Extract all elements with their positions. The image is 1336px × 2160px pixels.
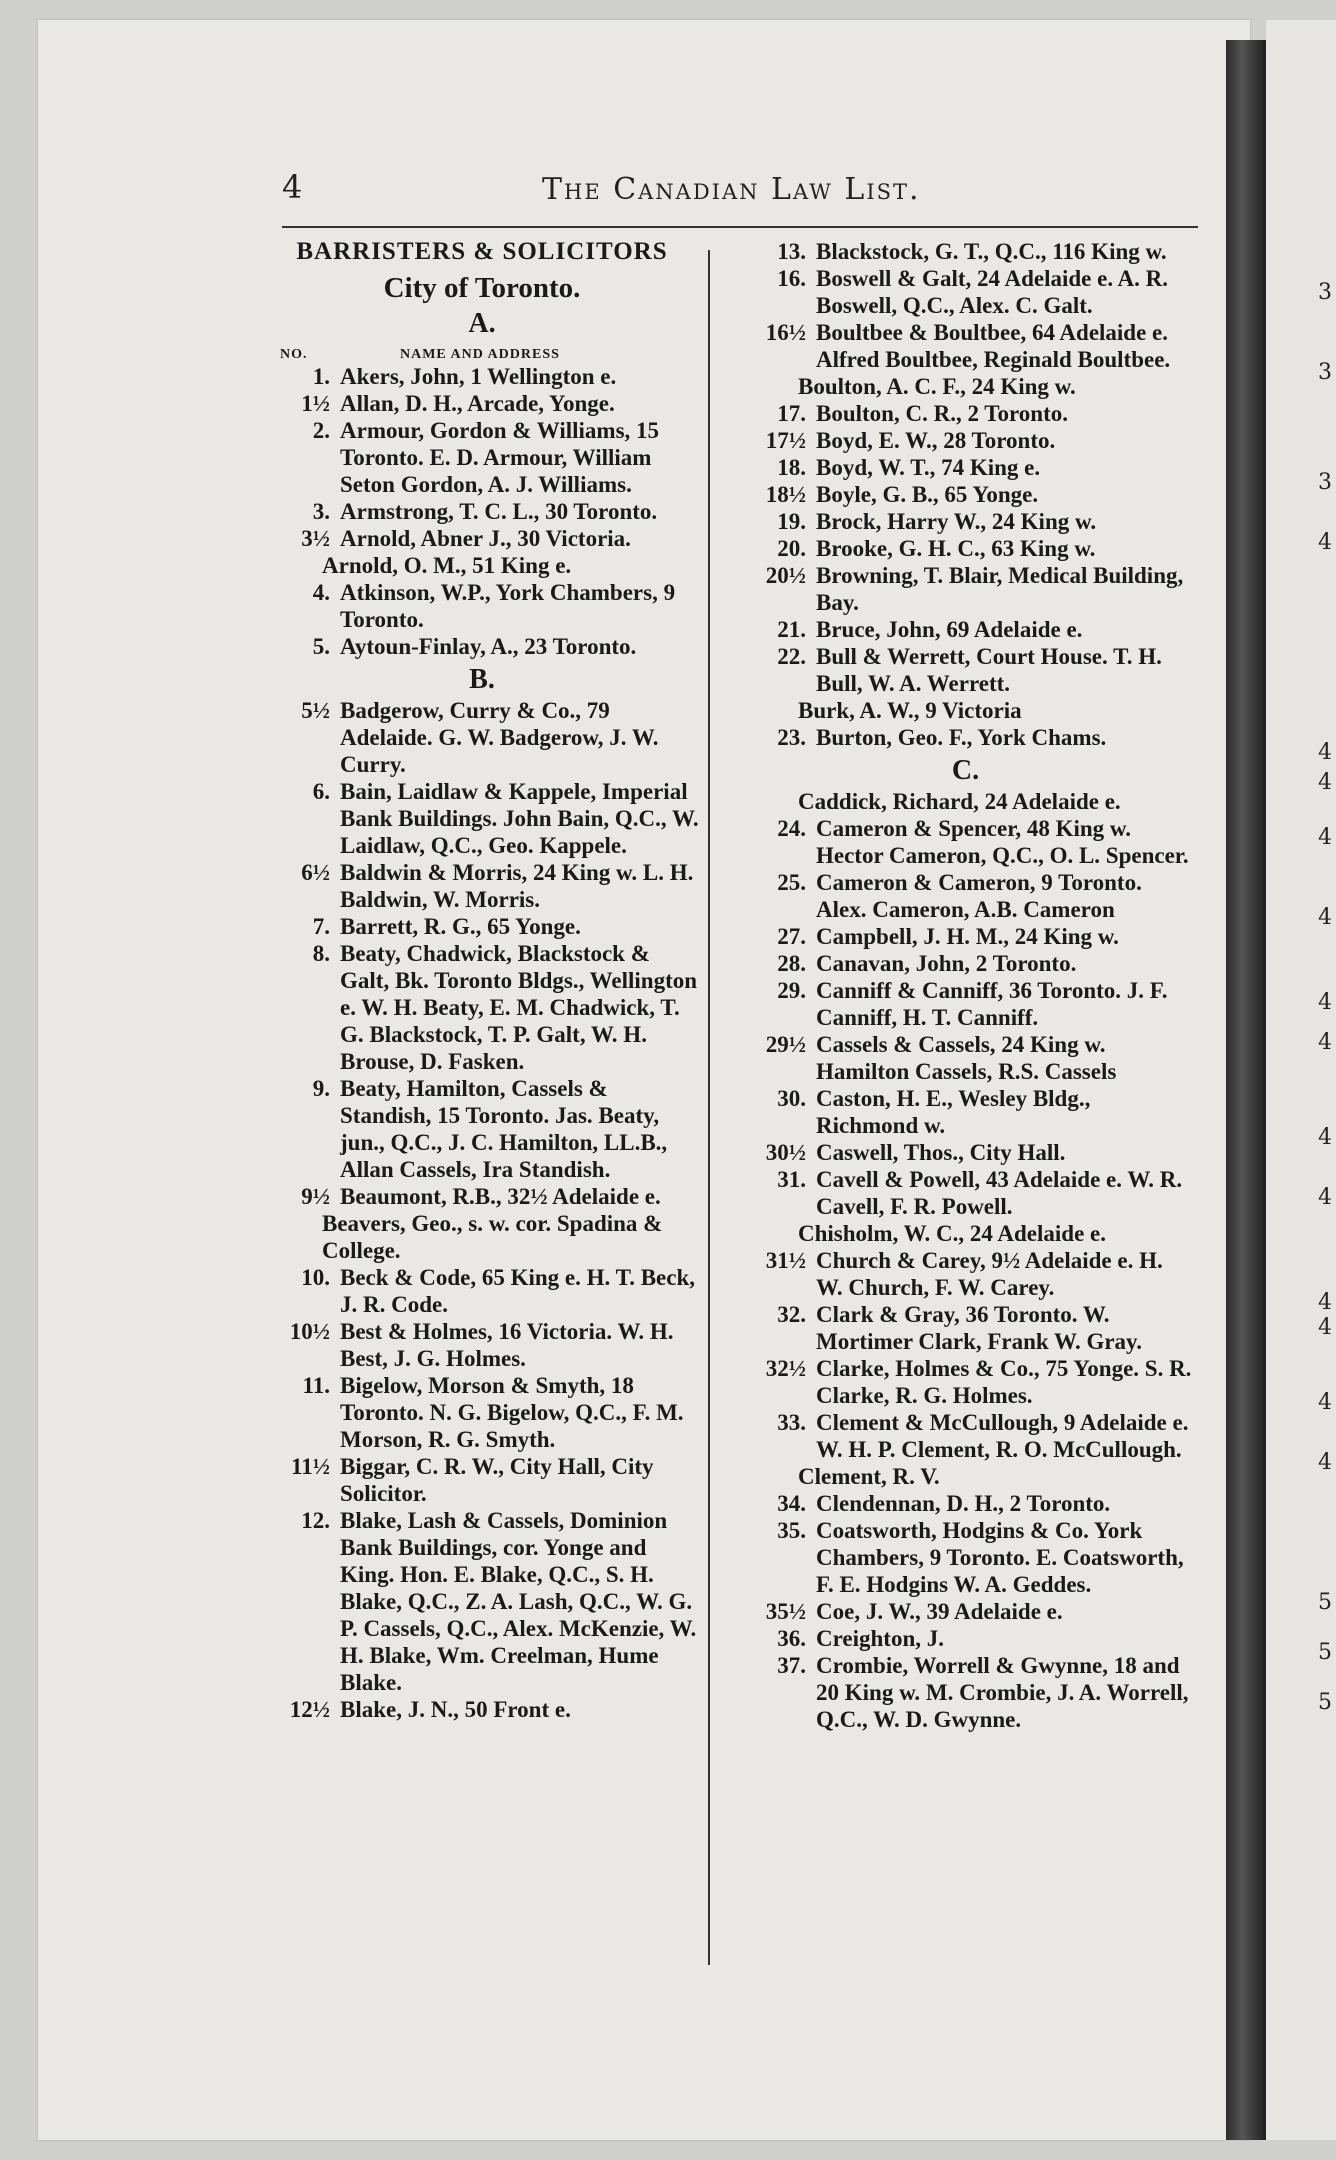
entry-text: Beaty, Chadwick, Blackstock & Galt, Bk. Toronto Bldgs., Wellington e. W. H. Beaty, E. M. Chadwick, T. G. Blackstock, T. P. Galt, W. H. Brouse, D. Fasken.	[340, 941, 698, 1074]
entry-text: Browning, T. Blair, Medical Building, Bay.	[816, 563, 1184, 615]
entry-number: 22.	[777, 644, 806, 669]
entry-number: 36.	[777, 1626, 806, 1651]
entry-text: Bain, Laidlaw & Kappele, Imperial Bank Buildings. John Bain, Q.C., W. Laidlaw, Q.C., Geo. Kappele.	[340, 779, 699, 858]
entry-number: 16½	[765, 320, 806, 345]
directory-entry	[262, 525, 702, 552]
entry-text: Clement, R. V.	[798, 1464, 940, 1489]
directory-entry	[738, 724, 1193, 751]
directory-entry	[738, 1463, 1193, 1490]
entry-number: 11.	[302, 1373, 330, 1398]
entry-number: 19.	[777, 509, 806, 534]
entry-text: Crombie, Worrell & Gwynne, 18 and 20 King w. M. Crombie, J. A. Worrell, Q.C., W. D. Gwynne.	[816, 1653, 1189, 1732]
entry-text: Akers, John, 1 Wellington e.	[340, 364, 617, 389]
entry-text: Burk, A. W., 9 Victoria	[798, 698, 1022, 723]
directory-entry	[262, 859, 702, 913]
facing-page-number: 4	[1318, 530, 1332, 555]
entry-number: 4.	[312, 580, 330, 605]
directory-entry	[738, 454, 1193, 481]
entry-text: Biggar, C. R. W., City Hall, City Solicitor.	[340, 1454, 654, 1506]
entry-text: Arnold, O. M., 51 King e.	[322, 553, 572, 578]
directory-entry	[262, 363, 702, 390]
entry-number: 2.	[312, 418, 330, 443]
entry-number: 23.	[777, 725, 806, 750]
entry-number: 18½	[765, 482, 806, 507]
directory-entry	[262, 1318, 702, 1372]
entry-number: 11½	[291, 1454, 330, 1479]
entry-number: 35½	[765, 1599, 806, 1624]
directory-entry	[738, 1517, 1193, 1598]
entry-text: Caswell, Thos., City Hall.	[816, 1140, 1066, 1165]
entry-number: 21.	[777, 617, 806, 642]
directory-entry	[738, 950, 1193, 977]
entry-text: Canavan, John, 2 Toronto.	[816, 951, 1077, 976]
entry-text: Bull & Werrett, Court House. T. H. Bull, W. A. Werrett.	[816, 644, 1162, 696]
directory-entry	[738, 562, 1193, 616]
right-entries	[738, 238, 1193, 1733]
entry-number: 20½	[765, 563, 806, 588]
column-divider	[708, 250, 710, 1965]
entry-text: Armour, Gordon & Williams, 15 Toronto. E. D. Armour, William Seton Gordon, A. J. Williams.	[340, 418, 660, 497]
entry-text: Beaumont, R.B., 32½ Adelaide e.	[340, 1184, 661, 1209]
directory-entry	[262, 1183, 702, 1210]
entry-text: Boyd, W. T., 74 King e.	[816, 455, 1041, 480]
facing-page-number: 5	[1318, 1640, 1332, 1665]
city-heading: City of Toronto.	[383, 272, 581, 304]
directory-entry	[738, 923, 1193, 950]
entry-number: 29½	[765, 1032, 806, 1057]
entry-number: 8.	[312, 941, 330, 966]
entry-text: Aytoun-Finlay, A., 23 Toronto.	[340, 634, 637, 659]
directory-entry	[738, 1625, 1193, 1652]
entry-text: Clement & McCullough, 9 Adelaide e. W. H. P. Clement, R. O. McCullough.	[816, 1410, 1189, 1462]
entry-text: Caston, H. E., Wesley Bldg., Richmond w.	[816, 1086, 1091, 1138]
entry-text: Beaty, Hamilton, Cassels & Standish, 15 Toronto. Jas. Beaty, jun., Q.C., J. C. Hamilton, LL.B., Allan Cassels, Ira Standish.	[340, 1076, 668, 1182]
entry-text: Armstrong, T. C. L., 30 Toronto.	[340, 499, 658, 524]
directory-entry	[738, 643, 1193, 697]
entry-number: 6.	[312, 779, 330, 804]
entry-text: Brooke, G. H. C., 63 King w.	[816, 536, 1096, 561]
entry-text: Cameron & Spencer, 48 King w. Hector Cameron, Q.C., O. L. Spencer.	[816, 816, 1189, 868]
entry-number: 5½	[301, 698, 330, 723]
entry-number: 5.	[312, 634, 330, 659]
header-rule	[282, 226, 1198, 228]
section-heading: BARRISTERS & SOLICITORS	[296, 238, 668, 265]
entry-text: Coe, J. W., 39 Adelaide e.	[816, 1599, 1063, 1624]
entry-number: 35.	[777, 1518, 806, 1543]
directory-entry	[738, 1139, 1193, 1166]
entry-number: 7.	[312, 914, 330, 939]
left-entries	[262, 310, 702, 1723]
directory-entry	[738, 1247, 1193, 1301]
entry-number: 3½	[301, 526, 330, 551]
entry-number: 27.	[777, 924, 806, 949]
directory-entry	[262, 390, 702, 417]
directory-entry	[262, 1372, 702, 1453]
entry-text: Caddick, Richard, 24 Adelaide e.	[798, 789, 1121, 814]
directory-entry	[738, 1490, 1193, 1517]
entry-text: Boulton, A. C. F., 24 King w.	[798, 374, 1076, 399]
entry-text: Cameron & Cameron, 9 Toronto. Alex. Cameron, A.B. Cameron	[816, 870, 1142, 922]
directory-entry	[738, 319, 1193, 373]
directory-entry	[262, 1264, 702, 1318]
facing-page-number: 4	[1318, 1390, 1332, 1415]
facing-page-number: 3	[1318, 470, 1332, 495]
directory-entry	[738, 1355, 1193, 1409]
column-header	[262, 341, 702, 361]
left-column	[262, 238, 702, 1723]
entry-text: Atkinson, W.P., York Chambers, 9 Toronto.	[340, 580, 676, 632]
entry-text: Beck & Code, 65 King e. H. T. Beck, J. R. Code.	[340, 1265, 696, 1317]
directory-entry	[262, 1453, 702, 1507]
page-title: The Canadian Law List.	[542, 172, 921, 207]
running-head	[282, 168, 1198, 228]
entry-number: 31.	[777, 1167, 806, 1192]
entry-number: 10.	[301, 1265, 330, 1290]
facing-page-edge	[1266, 20, 1336, 2140]
directory-entry	[738, 535, 1193, 562]
facing-page-number: 4	[1318, 1030, 1332, 1055]
entry-number: 10½	[289, 1319, 330, 1344]
entry-text: Boultbee & Boultbee, 64 Adelaide e. Alfred Boultbee, Reginald Boultbee.	[816, 320, 1171, 372]
entry-text: Brock, Harry W., 24 King w.	[816, 509, 1097, 534]
entry-text: Boswell & Galt, 24 Adelaide e. A. R. Boswell, Q.C., Alex. C. Galt.	[816, 266, 1169, 318]
directory-entry	[738, 427, 1193, 454]
directory-entry	[262, 417, 702, 498]
directory-entry	[738, 238, 1193, 265]
facing-page-number: 4	[1318, 740, 1332, 765]
book-gutter	[1226, 40, 1266, 2140]
facing-page-number: 4	[1318, 1290, 1332, 1315]
entry-text: Chisholm, W. C., 24 Adelaide e.	[798, 1221, 1106, 1246]
directory-entry	[262, 498, 702, 525]
entry-number: 25.	[777, 870, 806, 895]
directory-entry	[738, 1031, 1193, 1085]
directory-entry	[262, 697, 702, 778]
directory-entry	[738, 869, 1193, 923]
entry-number: 1½	[301, 391, 330, 416]
entry-text: Cavell & Powell, 43 Adelaide e. W. R. Cavell, F. R. Powell.	[816, 1167, 1183, 1219]
number-column-label: NO.	[280, 347, 308, 362]
entry-number: 18.	[777, 455, 806, 480]
entry-number: 12½	[289, 1697, 330, 1722]
entry-text: Beavers, Geo., s. w. cor. Spadina & College.	[322, 1211, 663, 1263]
entry-number: 12.	[301, 1508, 330, 1533]
directory-entry	[738, 1166, 1193, 1220]
entry-text: Blackstock, G. T., Q.C., 116 King w.	[816, 239, 1167, 264]
directory-entry	[738, 400, 1193, 427]
page-number: 4	[282, 168, 303, 206]
directory-entry	[738, 1409, 1193, 1463]
entry-number: 32½	[765, 1356, 806, 1381]
directory-entry	[738, 1301, 1193, 1355]
directory-entry	[738, 508, 1193, 535]
letter-heading: B.	[469, 664, 495, 695]
entry-number: 32.	[777, 1302, 806, 1327]
name-column-label: NAME AND ADDRESS	[400, 347, 560, 362]
directory-entry	[738, 977, 1193, 1031]
entry-number: 1.	[312, 364, 330, 389]
entry-text: Burton, Geo. F., York Chams.	[816, 725, 1107, 750]
entry-number: 31½	[765, 1248, 806, 1273]
directory-entry	[738, 1220, 1193, 1247]
facing-page-number: 5	[1318, 1690, 1332, 1715]
entry-number: 13.	[777, 239, 806, 264]
entry-number: 33.	[777, 1410, 806, 1435]
facing-page-number: 3	[1318, 360, 1332, 385]
entry-number: 30.	[777, 1086, 806, 1111]
entry-number: 34.	[777, 1491, 806, 1516]
directory-entry	[262, 940, 702, 1075]
entry-text: Church & Carey, 9½ Adelaide e. H. W. Church, F. W. Carey.	[816, 1248, 1163, 1300]
directory-entry	[738, 1598, 1193, 1625]
entry-number: 20.	[777, 536, 806, 561]
entry-text: Clendennan, D. H., 2 Toronto.	[816, 1491, 1111, 1516]
entry-text: Clark & Gray, 36 Toronto. W. Mortimer Clark, Frank W. Gray.	[816, 1302, 1143, 1354]
entry-number: 9.	[312, 1076, 330, 1101]
entry-number: 16.	[777, 266, 806, 291]
directory-entry	[262, 1696, 702, 1723]
directory-entry	[738, 1085, 1193, 1139]
directory-entry	[738, 815, 1193, 869]
directory-entry	[262, 1507, 702, 1696]
entry-text: Boyd, E. W., 28 Toronto.	[816, 428, 1056, 453]
directory-entry	[738, 1652, 1193, 1733]
entry-number: 9½	[301, 1184, 330, 1209]
entry-text: Barrett, R. G., 65 Yonge.	[340, 914, 581, 939]
entry-number: 17.	[777, 401, 806, 426]
entry-text: Best & Holmes, 16 Victoria. W. H. Best, J. G. Holmes.	[340, 1319, 674, 1371]
entry-text: Baldwin & Morris, 24 King w. L. H. Baldwin, W. Morris.	[340, 860, 694, 912]
entry-number: 24.	[777, 816, 806, 841]
letter-heading: A.	[468, 308, 496, 339]
facing-page-number: 3	[1318, 280, 1332, 305]
entry-text: Badgerow, Curry & Co., 79 Adelaide. G. W. Badgerow, J. W. Curry.	[340, 698, 659, 777]
directory-entry	[262, 1075, 702, 1183]
directory-entry	[738, 697, 1193, 724]
entry-number: 3.	[312, 499, 330, 524]
directory-entry	[738, 481, 1193, 508]
entry-text: Bruce, John, 69 Adelaide e.	[816, 617, 1083, 642]
entry-text: Clarke, Holmes & Co., 75 Yonge. S. R. Clarke, R. G. Holmes.	[816, 1356, 1192, 1408]
entry-text: Coatsworth, Hodgins & Co. York Chambers, 9 Toronto. E. Coatsworth, F. E. Hodgins W. A. Geddes.	[816, 1518, 1184, 1597]
directory-entry	[262, 1210, 702, 1264]
entry-number: 17½	[765, 428, 806, 453]
directory-entry	[738, 265, 1193, 319]
entry-text: Allan, D. H., Arcade, Yonge.	[340, 391, 615, 416]
entry-text: Cassels & Cassels, 24 King w. Hamilton Cassels, R.S. Cassels	[816, 1032, 1117, 1084]
directory-entry	[738, 788, 1193, 815]
entry-number: 6½	[301, 860, 330, 885]
directory-entry	[262, 633, 702, 660]
entry-number: 37.	[777, 1653, 806, 1678]
facing-page-number: 4	[1318, 770, 1332, 795]
entry-text: Canniff & Canniff, 36 Toronto. J. F. Canniff, H. T. Canniff.	[816, 978, 1168, 1030]
entry-text: Arnold, Abner J., 30 Victoria.	[340, 526, 631, 551]
entry-text: Boyle, G. B., 65 Yonge.	[816, 482, 1039, 507]
entry-text: Blake, Lash & Cassels, Dominion Bank Buildings, cor. Yonge and King. Hon. E. Blake, Q.C., S. H. Blake, Q.C., Z. A. Lash, Q.C., W. G. P. Cassels, Q.C., Alex. McKenzie, W. H. Blake, Wm. Creelman, Hume Blake.	[340, 1508, 697, 1695]
directory-entry	[738, 616, 1193, 643]
entry-text: Bigelow, Morson & Smyth, 18 Toronto. N. G. Bigelow, Q.C., F. M. Morson, R. G. Smyth.	[340, 1373, 684, 1452]
facing-page-number: 4	[1318, 1315, 1332, 1340]
facing-page-number: 4	[1318, 1125, 1332, 1150]
entry-text: Campbell, J. H. M., 24 King w.	[816, 924, 1119, 949]
directory-entry	[262, 778, 702, 859]
letter-heading: C.	[951, 755, 980, 786]
directory-entry	[738, 373, 1193, 400]
directory-entry	[262, 913, 702, 940]
entry-number: 30½	[765, 1140, 806, 1165]
right-column	[738, 238, 1193, 1733]
entry-number: 29.	[777, 978, 806, 1003]
entry-number: 28.	[777, 951, 806, 976]
entry-text: Boulton, C. R., 2 Toronto.	[816, 401, 1069, 426]
facing-page-number: 5	[1318, 1590, 1332, 1615]
facing-page-number: 4	[1318, 1450, 1332, 1475]
facing-page-number: 4	[1318, 905, 1332, 930]
directory-entry	[262, 552, 702, 579]
entry-text: Creighton, J.	[816, 1626, 944, 1651]
facing-page-number: 4	[1318, 990, 1332, 1015]
entry-text: Blake, J. N., 50 Front e.	[340, 1697, 571, 1722]
facing-page-number: 4	[1318, 1185, 1332, 1210]
facing-page-number: 4	[1318, 825, 1332, 850]
directory-entry	[262, 579, 702, 633]
